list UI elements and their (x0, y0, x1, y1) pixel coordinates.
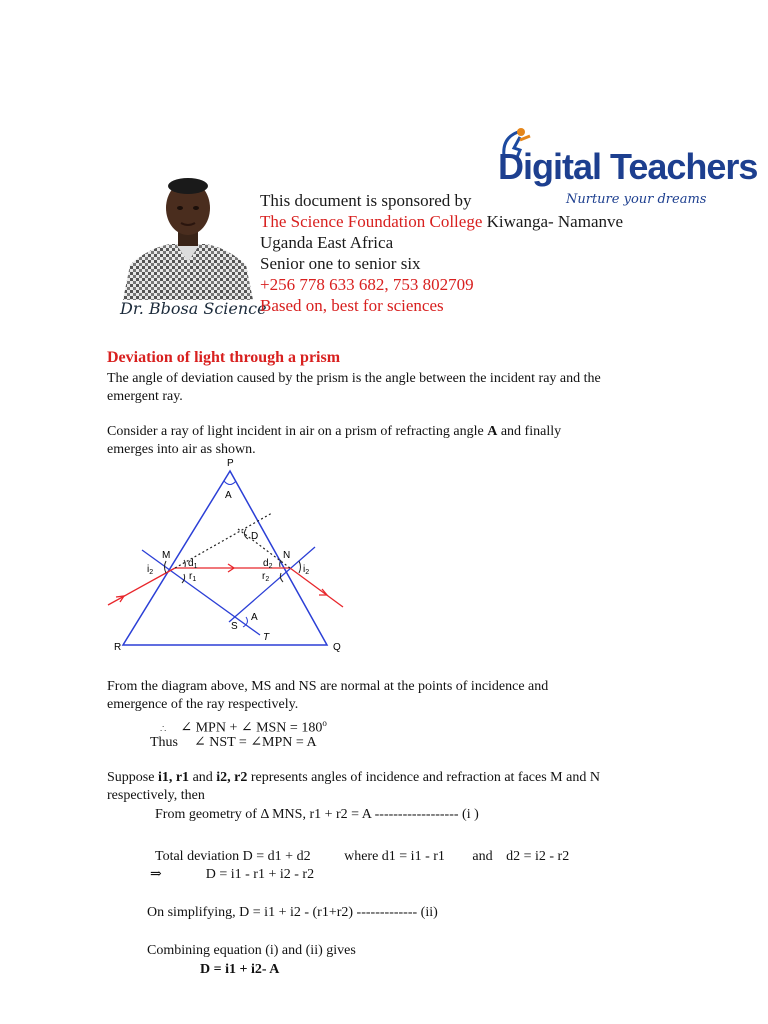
label-d1: $d_1$ (188, 558, 198, 570)
equation-total-deviation: Total deviation D = d1 + d2 where d1 = i1 - r1 and d2 = i2 - r2 (155, 849, 570, 864)
sponsor-line-3: Uganda East Africa (260, 233, 394, 252)
paragraph-consider-ray: Consider a ray of light incident in air on a prism of refracting angle A and finally emerges into air as shown. (107, 424, 562, 457)
text-combining: Combining equation (i) and (ii) gives (147, 943, 356, 958)
sponsor-line-4: Senior one to senior six (260, 254, 421, 273)
equation-nst: Thus ∠ NST = ∠MPN = A (150, 735, 317, 750)
equation-deviation-expanded: ⇒ D = i1 - r1 + i2 - r2 (150, 867, 315, 882)
label-d: D (251, 531, 259, 542)
arc-r2 (280, 573, 283, 582)
author-portrait (118, 170, 258, 300)
college-name: The Science Foundation College (260, 212, 483, 231)
college-location: Kiwanga- Namanve (482, 212, 624, 231)
label-r2: $r_2$ (262, 571, 270, 583)
label-r: R (114, 642, 122, 653)
normal-ns (229, 547, 315, 622)
logo-title: Digital Teachers (498, 146, 758, 187)
section-heading: Deviation of light through a prism (107, 349, 341, 366)
label-a-s: A (251, 612, 258, 623)
label-n: N (283, 550, 291, 561)
arc-a-top (224, 481, 236, 485)
portrait-caption: Dr. Bbosa Science (120, 299, 267, 318)
equation-geometry: From geometry of Δ MNS, r1 + r2 = A ------------------ (i ) (155, 807, 479, 822)
equation-simplifying: On simplifying, D = i1 + i2 - (r1+r2) ------------- (ii) (147, 905, 438, 920)
arc-d (244, 529, 248, 539)
label-d2: $d_2$ (263, 558, 273, 570)
label-i2-right: $i_2$ (303, 564, 310, 576)
emergent-ray (290, 568, 343, 607)
paragraph-normals: From the diagram above, MS and NS are normal at the points of incidence and emergence of the ray respectively. (107, 679, 549, 712)
equation-angle-sum: ∴ ∠ MPN + ∠ MSN = $180^o$ (160, 718, 327, 736)
label-r1: $r_1$ (189, 571, 197, 583)
label-a-top: A (225, 490, 232, 501)
label-q: Q (333, 642, 341, 653)
paragraph-suppose: Suppose i1, r1 and i2, r2 represents angles of incidence and refraction at faces M and N respectively, then (107, 770, 600, 803)
sponsor-phone: +256 778 633 682, 753 802709 (260, 275, 474, 294)
paragraph-deviation-definition: The angle of deviation caused by the prism is the angle between the incident ray and the emergent ray. (107, 371, 601, 404)
arc-i2-right (299, 561, 301, 573)
logo-tagline: Nurture your dreams (566, 192, 707, 207)
incident-ray (108, 568, 175, 605)
normal-ms (142, 550, 260, 635)
equation-final: D = i1 + i2- A (200, 962, 280, 977)
prism-diagram (100, 455, 360, 660)
label-s: S (231, 621, 238, 632)
sponsor-line-1: This document is sponsored by (260, 191, 472, 210)
label-t: T (263, 632, 270, 643)
sponsor-banner (118, 126, 758, 322)
label-p: P (227, 458, 234, 469)
label-m: M (162, 550, 171, 561)
label-i2-left: $i_2$ (147, 564, 154, 576)
sponsor-line-2 (260, 211, 623, 232)
sponsor-slogan: Based on, best for sciences (260, 296, 444, 315)
arc-d1 (184, 560, 185, 567)
